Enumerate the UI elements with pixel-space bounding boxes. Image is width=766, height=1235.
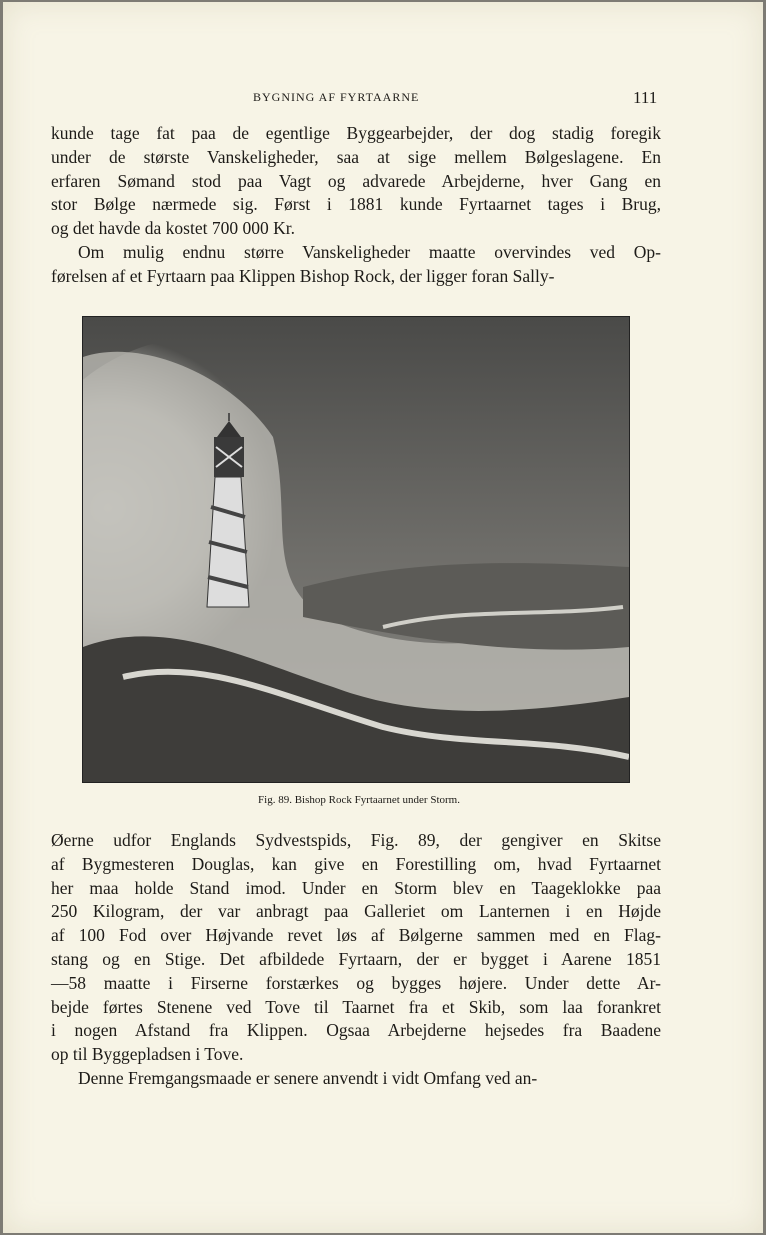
text-line: her maa holde Stand imod. Under en Storm blev en Taageklokke paa — [51, 877, 661, 898]
text-line: 250 Kilogram, der var anbragt paa Galleriet om Lanternen i en Højde — [51, 901, 661, 922]
text-line: bejde førtes Stenene ved Tove til Taarnet fra et Skib, som laa forankret — [51, 996, 661, 1017]
book-page — [3, 2, 763, 1233]
figure-caption: Fig. 89. Bishop Rock Fyrtaarnet under Storm. — [258, 794, 460, 806]
text-line: Øerne udfor Englands Sydvestspids, Fig. 89, der gengiver en Skitse — [51, 830, 661, 850]
text-line: stor Bølge nærmede sig. Først i 1881 kunde Fyrtaarnet tages i Brug, — [51, 194, 661, 215]
running-title: BYGNING AF FYRTAARNE — [253, 90, 420, 104]
text-line: af 100 Fod over Højvande revet løs af Bølgerne sammen med en Flag- — [51, 925, 661, 946]
lighthouse-storm-image — [83, 317, 629, 782]
text-line: og det havde da kostet 700 000 Kr. — [51, 218, 295, 239]
text-line: Om mulig endnu større Vanskeligheder maatte overvindes ved Op- — [78, 242, 661, 262]
text-line: i nogen Afstand fra Klippen. Ogsaa Arbejderne hejsedes fra Baadene — [51, 1020, 661, 1041]
text-line: stang og en Stige. Det afbildede Fyrtaarn, der er bygget i Aarene 1851 — [51, 949, 661, 969]
text-line: Denne Fremgangsmaade er senere anvendt i vidt Omfang ved an- — [78, 1068, 538, 1088]
text-line: erfaren Sømand stod paa Vagt og advarede Arbejderne, hver Gang en — [51, 170, 661, 191]
text-line: førelsen af et Fyrtaarn paa Klippen Bishop Rock, der ligger foran Sally- — [51, 265, 555, 286]
page-number: 111 — [633, 88, 658, 107]
text-line: —58 maatte i Firserne forstærkes og bygges højere. Under dette Ar- — [51, 972, 661, 993]
text-line: op til Byggepladsen i Tove. — [51, 1044, 244, 1065]
text-line: under de største Vanskeligheder, saa at sige mellem Bølgeslagene. En — [51, 146, 661, 167]
figure-illustration — [82, 316, 630, 783]
text-line: kunde tage fat paa de egentlige Byggearbejder, der dog stadig foregik — [51, 123, 661, 143]
text-line: af Bygmesteren Douglas, kan give en Forestilling om, hvad Fyrtaarnet — [51, 853, 661, 874]
